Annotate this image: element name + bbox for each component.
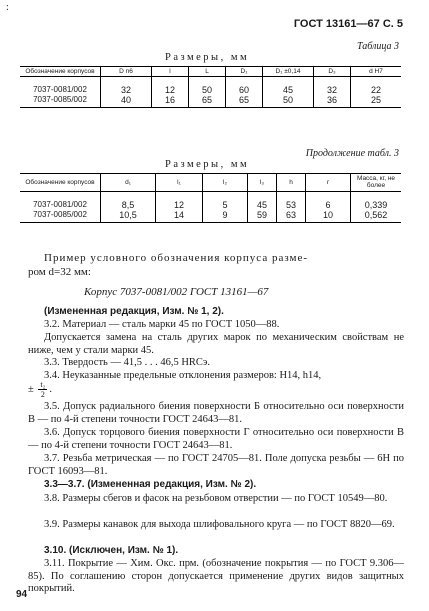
example-text-cont: ром d=32 мм: [28,266,91,278]
col-l1: l₁ [156,174,203,192]
paragraph-3-11: 3.11. Покрытие — Хим. Окс. прм. (обозначение покрытия — по ГОСТ 9.306—85). По соглашению сторон допускается применение других видов защитных покрытий. [28,558,404,594]
paragraph-3-7: 3.7. Резьба метрическая — по ГОСТ 24705—81. Поле допуска резьбы — 6Н по ГОСТ 16093—81. [28,453,404,477]
paragraph-3-10: 3.10. (Исключен, Изм. № 1). [44,545,179,556]
table-continuation-title: Размеры, мм [165,159,250,170]
edition-note-2: 3.3—3.7. (Измененная редакция, Изм. № 2). [44,479,257,490]
paragraph-3-6: 3.6. Допуск торцового биения поверхности Г относительно оси поверхности В — по 4-й степени точности ГОСТ 24643—81. [28,427,404,451]
col-D: D n6 [101,67,152,77]
col-D1: D₁ [226,67,263,77]
table-label: Таблица 3 [357,41,399,52]
paragraph-3-9: 3.9. Размеры канавок для выхода шлифовального круга — по ГОСТ 8820—69. [44,519,395,530]
col-l2: l₂ [203,174,248,192]
col-D3: D₃ [314,67,351,77]
table-row: 7037-0085/002 40 16 65 65 50 36 25 [20,95,401,108]
edition-note: (Измененная редакция, Изм. № 1, 2). [44,306,224,317]
tolerance-fraction: $\frac{\text{t₂}}{2}$ [40,380,46,399]
dimensions-table-continued [20,173,401,223]
col-l3: l₃ [248,174,277,192]
col-d: d H7 [351,67,402,77]
col-designation: Обозначение корпусов [20,67,101,77]
example-text: Пример условного обозначения корпуса разме- [44,252,309,264]
table-row: 7037-0085/002 10,5 14 9 59 63 10 0,562 [20,210,401,223]
document-reference: ГОСТ 13161—67 С. 5 [293,18,403,30]
col-d1: d₁ [101,174,156,192]
table-row: 7037-0081/002 32 12 50 60 45 32 22 [20,77,401,96]
col-designation: Обозначение корпусов [20,174,101,192]
table-continuation-label: Продолжение табл. 3 [305,148,399,159]
tolerance-formula: ± $\frac{\text{t₂}}{2}$ . [28,380,53,399]
col-r: r [306,174,351,192]
paragraph-3-2: 3.2. Материал — сталь марки 45 по ГОСТ 1050—88. [44,319,280,330]
page-number: 94 [16,589,28,600]
table-row: 7037-0081/002 8,5 12 5 45 53 6 0,339 [20,191,401,210]
paragraph-3-3: 3.3. Твердость — 41,5 . . . 46,5 HRCэ. [44,357,211,368]
col-h: h [277,174,306,192]
paragraph-3-8: 3.8. Размеры сбегов и фасок на резьбовом отверстии — по ГОСТ 10549—80. [44,493,388,504]
col-D1-tol: D₁ ±0,14 [263,67,314,77]
dimensions-table [20,66,401,108]
example-designation: Корпус 7037-0081/002 ГОСТ 13161—67 [84,286,269,298]
paragraph-3-4: 3.4. Неуказанные предельные отклонения размеров: H14, h14, [44,370,322,381]
paragraph-3-5: 3.5. Допуск радиального биения поверхности Б относительно оси поверхности В — по 4-й степени точности ГОСТ 24643—81. [28,401,404,425]
corner-mark: : [6,2,9,13]
paragraph-3-2-note: Допускается замена на сталь других марок по механическим свойствам не ниже, чем у стали марки 45. [28,332,404,356]
col-mass: Масса, кг, не более [351,174,402,192]
col-l: l [152,67,189,77]
col-L: L [189,67,226,77]
table-title: Размеры, мм [165,52,250,63]
